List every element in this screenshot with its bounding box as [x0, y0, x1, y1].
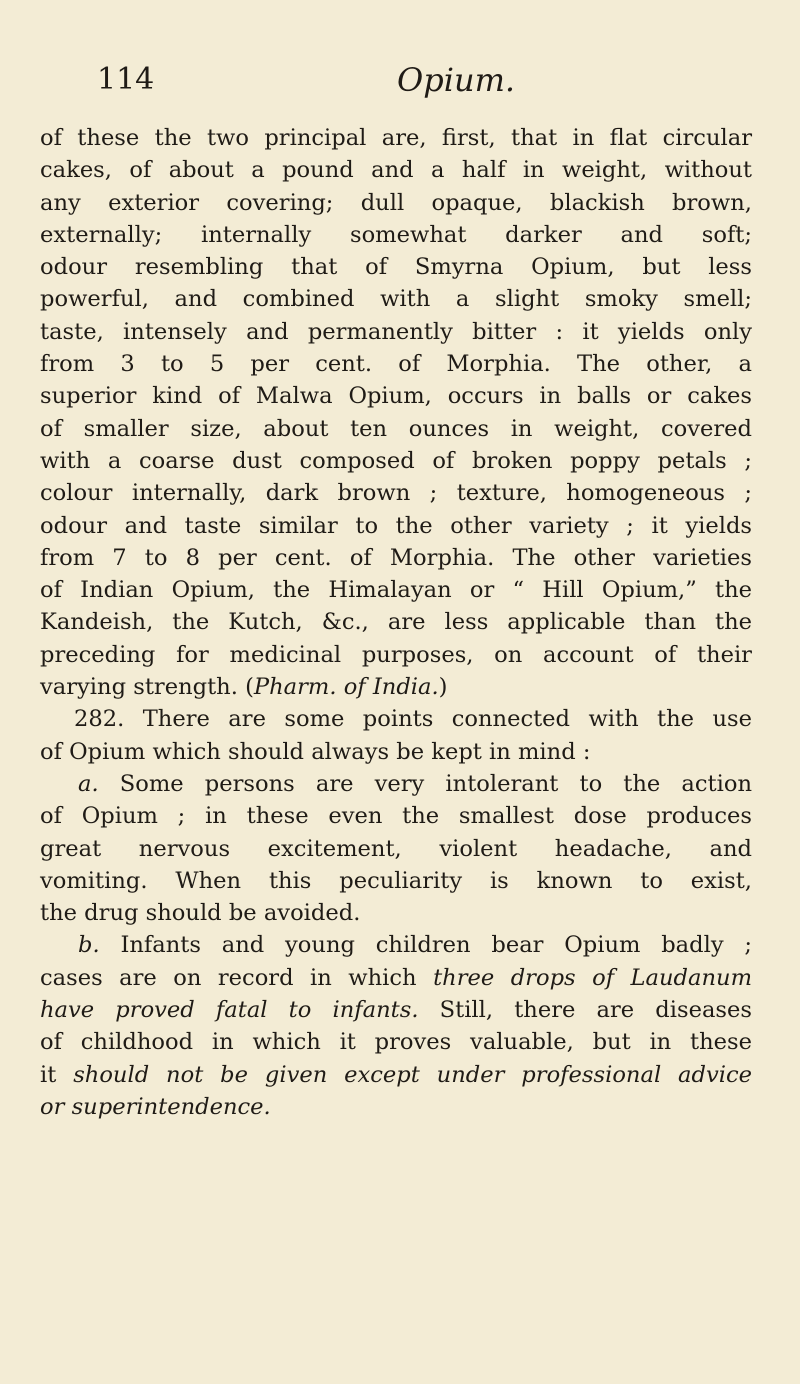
paragraph-b-line: [40, 1059, 752, 1091]
paragraph-282-line: 282. There are some points connected with the use: [74, 706, 752, 733]
list-marker-b: b.: [78, 932, 100, 959]
text-line: from 7 to 8 per cent. of Morphia. The other varieties: [40, 544, 752, 571]
paragraph-a-line: [40, 768, 752, 800]
paragraph-b-line: [40, 962, 752, 994]
text-line: taste, intensely and permanently bitter : it yields only: [40, 318, 752, 345]
text-line: of these the two principal are, first, that in flat circular: [40, 125, 752, 151]
text-run: ): [438, 674, 448, 701]
paragraph-a-line: the drug should be avoided.: [40, 900, 361, 927]
page-header: [97, 62, 743, 102]
emphasis-italic: three drops of Laudanum: [433, 964, 752, 991]
text-run: varying strength. (: [40, 674, 254, 701]
text-line: externally; internally somewhat darker and soft;: [40, 221, 752, 248]
text-line: of Indian Opium, the Himalayan or “ Hill Opium,” the: [40, 577, 752, 604]
text-line: Kandeish, the Kutch, &c., are less applicable than the: [40, 609, 752, 636]
paragraph-282-line: of Opium which should always be kept in mind :: [40, 738, 591, 765]
text-line: any exterior covering; dull opaque, blackish brown,: [40, 189, 752, 216]
text-run: Some persons are very intolerant to the action: [98, 770, 752, 797]
text-line: odour resembling that of Smyrna Opium, but less: [40, 254, 752, 281]
text-run: cases are on record in which: [40, 964, 434, 991]
text-line: powerful, and combined with a slight smoky smell;: [40, 286, 752, 313]
emphasis-italic: should not be given except under professional advice: [73, 1061, 752, 1088]
citation-italic: Pharm. of India.: [253, 674, 439, 701]
paragraph-b-line: [40, 1091, 752, 1123]
text-line: of smaller size, about ten ounces in weight, covered: [40, 415, 752, 442]
paragraph-a-line: vomiting. When this peculiarity is known to exist,: [40, 867, 752, 894]
text-run: Still, there are diseases: [418, 997, 752, 1024]
paragraph-a-line: of Opium ; in these even the smallest dose produces: [40, 803, 752, 830]
emphasis-italic: have proved fatal to infants.: [40, 997, 419, 1024]
paragraph-b-line: of childhood in which it proves valuable, but in these: [40, 1029, 752, 1056]
page-number: 114: [97, 62, 155, 97]
text-line: cakes, of about a pound and a half in weight, without: [40, 157, 752, 184]
text-line: [40, 671, 752, 703]
text-line: colour internally, dark brown ; texture, homogeneous ;: [40, 480, 752, 507]
running-title: Opium.: [397, 61, 516, 99]
text-line: superior kind of Malwa Opium, occurs in balls or cakes: [40, 383, 752, 410]
emphasis-italic: or superintendence.: [40, 1093, 271, 1120]
list-marker-a: a.: [78, 770, 99, 797]
text-run: it: [40, 1061, 74, 1088]
text-line: preceding for medicinal purposes, on account of their: [40, 641, 752, 668]
text-line: from 3 to 5 per cent. of Morphia. The other, a: [40, 351, 752, 378]
text-line: with a coarse dust composed of broken poppy petals ;: [40, 447, 752, 474]
paragraph-b-line: [40, 994, 752, 1026]
paragraph-a-line: great nervous excitement, violent headache, and: [40, 835, 752, 862]
body-text: [40, 122, 752, 1123]
text-line: odour and taste similar to the other variety ; it yields: [40, 512, 752, 539]
text-run: Infants and young children bear Opium badly ;: [99, 932, 752, 959]
paragraph-b-line: [40, 929, 752, 961]
